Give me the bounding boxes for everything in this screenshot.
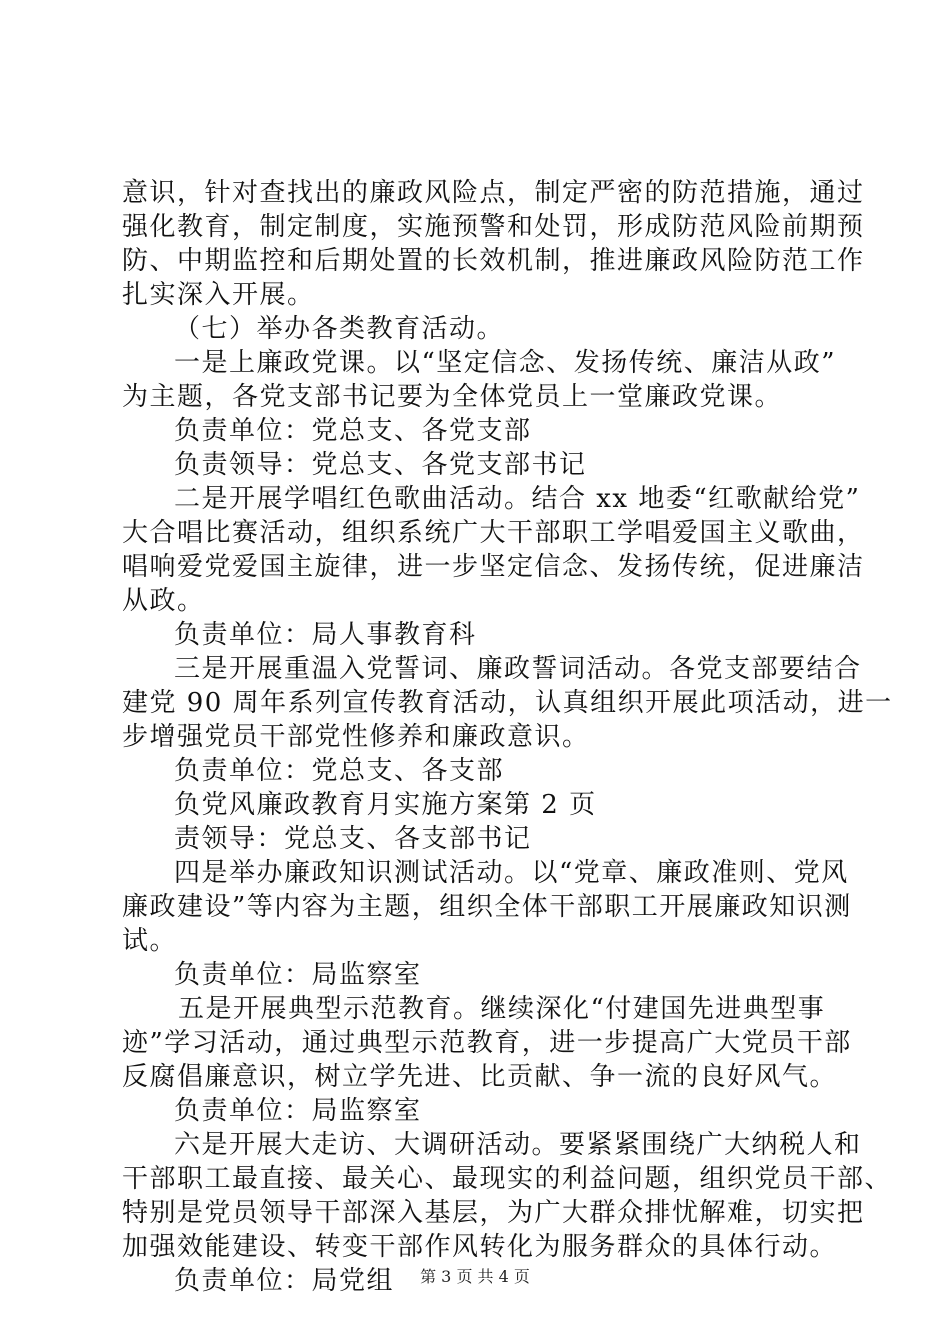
page-number-footer: 第 3 页 共 4 页 xyxy=(420,1267,530,1286)
body-line: 四是举办廉政知识测试活动。以“党章、廉政准则、党风 xyxy=(174,858,849,888)
responsible-unit: 负责单位：局人事教育科 xyxy=(174,620,477,650)
responsible-unit: 负责单位：党总支、各支部 xyxy=(174,756,505,786)
body-line: 大合唱比赛活动，组织系统广大干部职工学唱爱国主义歌曲， xyxy=(122,518,865,548)
body-line: 迹”学习活动，通过典型示范教育，进一步提高广大党员干部 xyxy=(122,1028,852,1058)
body-line: 特别是党员领导干部深入基层，为广大群众排忧解难，切实把 xyxy=(122,1198,865,1228)
responsible-unit: 负责单位：局党组 xyxy=(174,1266,395,1296)
body-line: 为主题，各党支部书记要为全体党员上一堂廉政党课。 xyxy=(122,382,783,412)
body-line: 从政。 xyxy=(122,586,205,616)
responsible-unit: 负责单位：党总支、各党支部 xyxy=(174,416,532,446)
body-line: 三是开展重温入党誓词、廉政誓词活动。各党支部要结合 xyxy=(174,654,862,684)
document-body xyxy=(122,176,893,1298)
body-line: 反腐倡廉意识，树立学先进、比贡献、争一流的良好风气。 xyxy=(122,1062,838,1092)
body-line: 一是上廉政党课。以“坚定信念、发扬传统、廉洁从政” xyxy=(174,348,837,378)
body-line: 扎实深入开展。 xyxy=(122,280,315,310)
body-line: 负党风廉政教育月实施方案第 2 页 xyxy=(174,790,597,820)
body-line: 干部职工最直接、最关心、最现实的利益问题，组织党员干部、 xyxy=(122,1164,893,1194)
responsible-unit: 负责单位：局监察室 xyxy=(174,960,422,990)
responsible-leader: 责领导：党总支、各支部书记 xyxy=(174,824,532,854)
body-line: 防、中期监控和后期处置的长效机制，推进廉政风险防范工作 xyxy=(122,246,865,276)
body-line: 加强效能建设、转变干部作风转化为服务群众的具体行动。 xyxy=(122,1232,838,1262)
body-line: 廉政建设”等内容为主题，组织全体干部职工开展廉政知识测 xyxy=(122,892,852,922)
responsible-leader: 负责领导：党总支、各党支部书记 xyxy=(174,450,587,480)
body-line: 唱响爱党爱国主旋律，进一步坚定信念、发扬传统，促进廉洁 xyxy=(122,552,865,582)
body-line: 步增强党员干部党性修养和廉政意识。 xyxy=(122,722,590,752)
body-line: 二是开展学唱红色歌曲活动。结合 xx 地委“红歌献给党” xyxy=(174,484,861,514)
body-line: 强化教育，制定制度，实施预警和处罚，形成防范风险前期预 xyxy=(122,212,865,242)
body-line: 试。 xyxy=(122,926,178,956)
body-line: 意识，针对查找出的廉政风险点，制定严密的防范措施，通过 xyxy=(122,178,865,208)
body-line: 六是开展大走访、大调研活动。要紧紧围绕广大纳税人和 xyxy=(174,1130,862,1160)
body-line: 建党 90 周年系列宣传教育活动，认真组织开展此项活动，进一 xyxy=(122,688,893,718)
body-line: 五是开展典型示范教育。继续深化“付建国先进典型事 xyxy=(178,994,826,1024)
section-heading: （七）举办各类教育活动。 xyxy=(174,314,505,344)
responsible-unit: 负责单位：局监察室 xyxy=(174,1096,422,1126)
